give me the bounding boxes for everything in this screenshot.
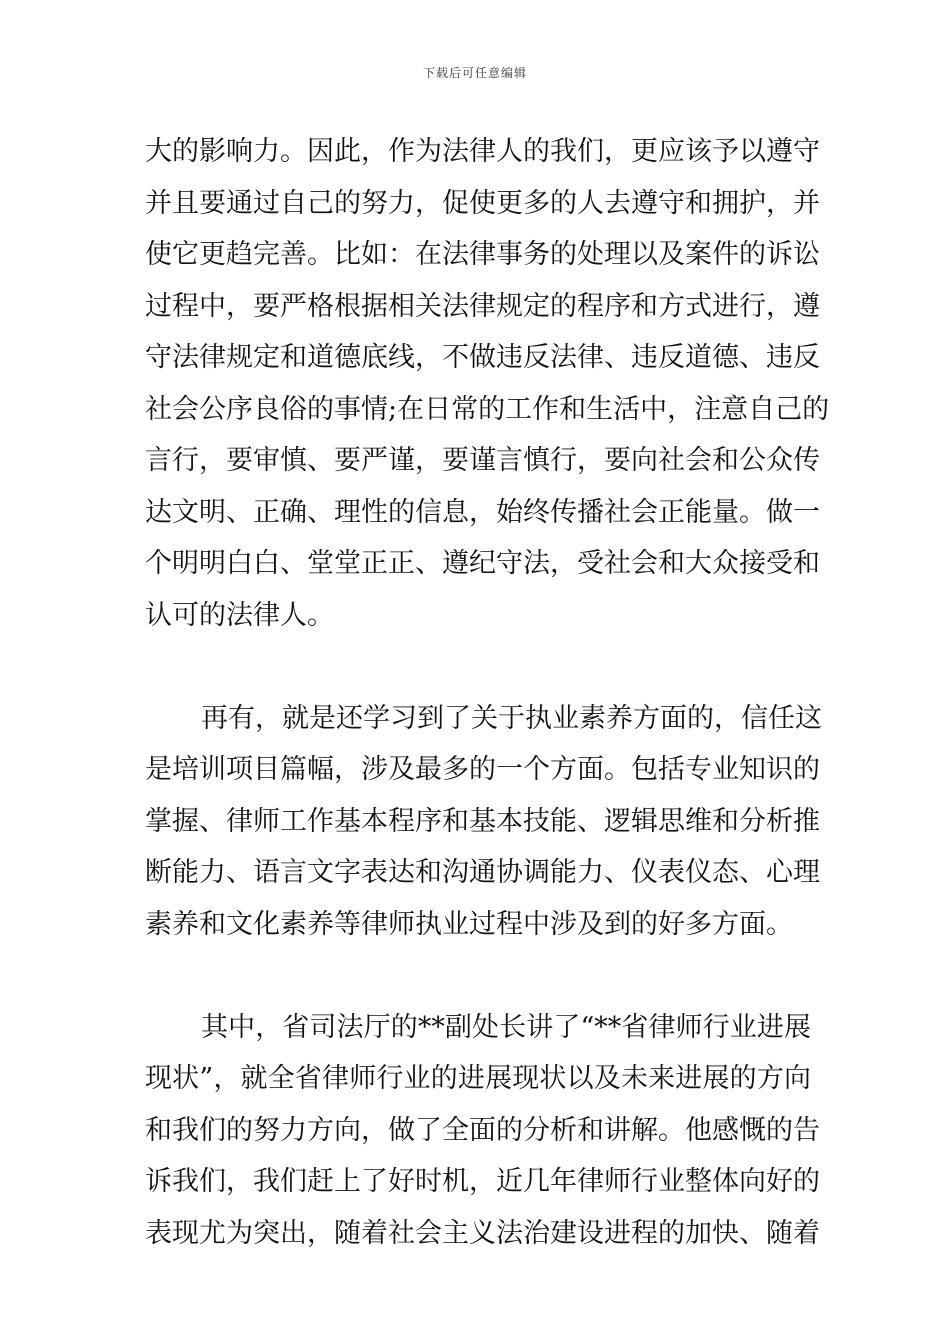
paragraph-gap: [145, 950, 811, 1002]
paragraph-gap: [145, 641, 811, 693]
text-line: 并且要通过自己的努力，促使更多的人去遵守和拥护，并: [145, 187, 820, 219]
text-line: 现状”，就全省律师行业的进展现状以及未来进展的方向: [145, 1063, 811, 1094]
text-line: 其中，省司法厅的**副处长讲了“**省律师行业进展: [201, 1011, 811, 1043]
text-line: 社会公序良俗的事情;在日常的工作和生活中，注意自己的: [145, 393, 830, 425]
text-line: 过程中，要严格根据相关法律规定的程序和方式进行，遵: [145, 290, 820, 322]
text-line: 和我们的努力方向，做了全面的分析和讲解。他感慨的告: [145, 1114, 820, 1146]
text-line: 使它更趋完善。比如：在法律事务的处理以及案件的诉讼: [145, 239, 820, 270]
text-line: 达文明、正确、理性的信息，始终传播社会正能量。做一: [145, 496, 820, 528]
text-line: 个明明白白、堂堂正正、遵纪守法，受社会和大众接受和: [145, 548, 820, 579]
text-line: 大的影响力。因此，作为法律人的我们，更应该予以遵守: [145, 136, 820, 167]
header-note: 下载后可任意编辑: [422, 66, 527, 80]
text-line: 诉我们，我们赶上了好时机，近几年律师行业整体向好的: [145, 1166, 820, 1197]
document-body: [145, 126, 830, 1259]
text-line: 守法律规定和道德底线，不做违反法律、违反道德、违反: [145, 342, 820, 373]
text-line: 是培训项目篇幅，涉及最多的一个方面。包括专业知识的: [145, 754, 820, 785]
text-line: 再有，就是还学习到了关于执业素养方面的，信任这: [201, 702, 822, 734]
text-line: 断能力、语言文字表达和沟通协调能力、仪表仪态、心理: [145, 857, 820, 888]
text-line: 素养和文化素养等律师执业过程中涉及到的好多方面。: [145, 908, 793, 940]
text-line: 言行，要审慎、要严谨，要谨言慎行，要向社会和公众传: [145, 445, 820, 476]
text-line: 表现尤为突出，随着社会主义法治建设进程的加快、随着: [145, 1217, 820, 1249]
paragraph-3: [145, 1002, 820, 1260]
paragraph-2: [145, 693, 822, 951]
text-line: 掌握、律师工作基本程序和基本技能、逻辑思维和分析推: [145, 805, 820, 837]
paragraph-1: [145, 126, 830, 641]
text-line: 认可的法律人。: [145, 599, 334, 631]
